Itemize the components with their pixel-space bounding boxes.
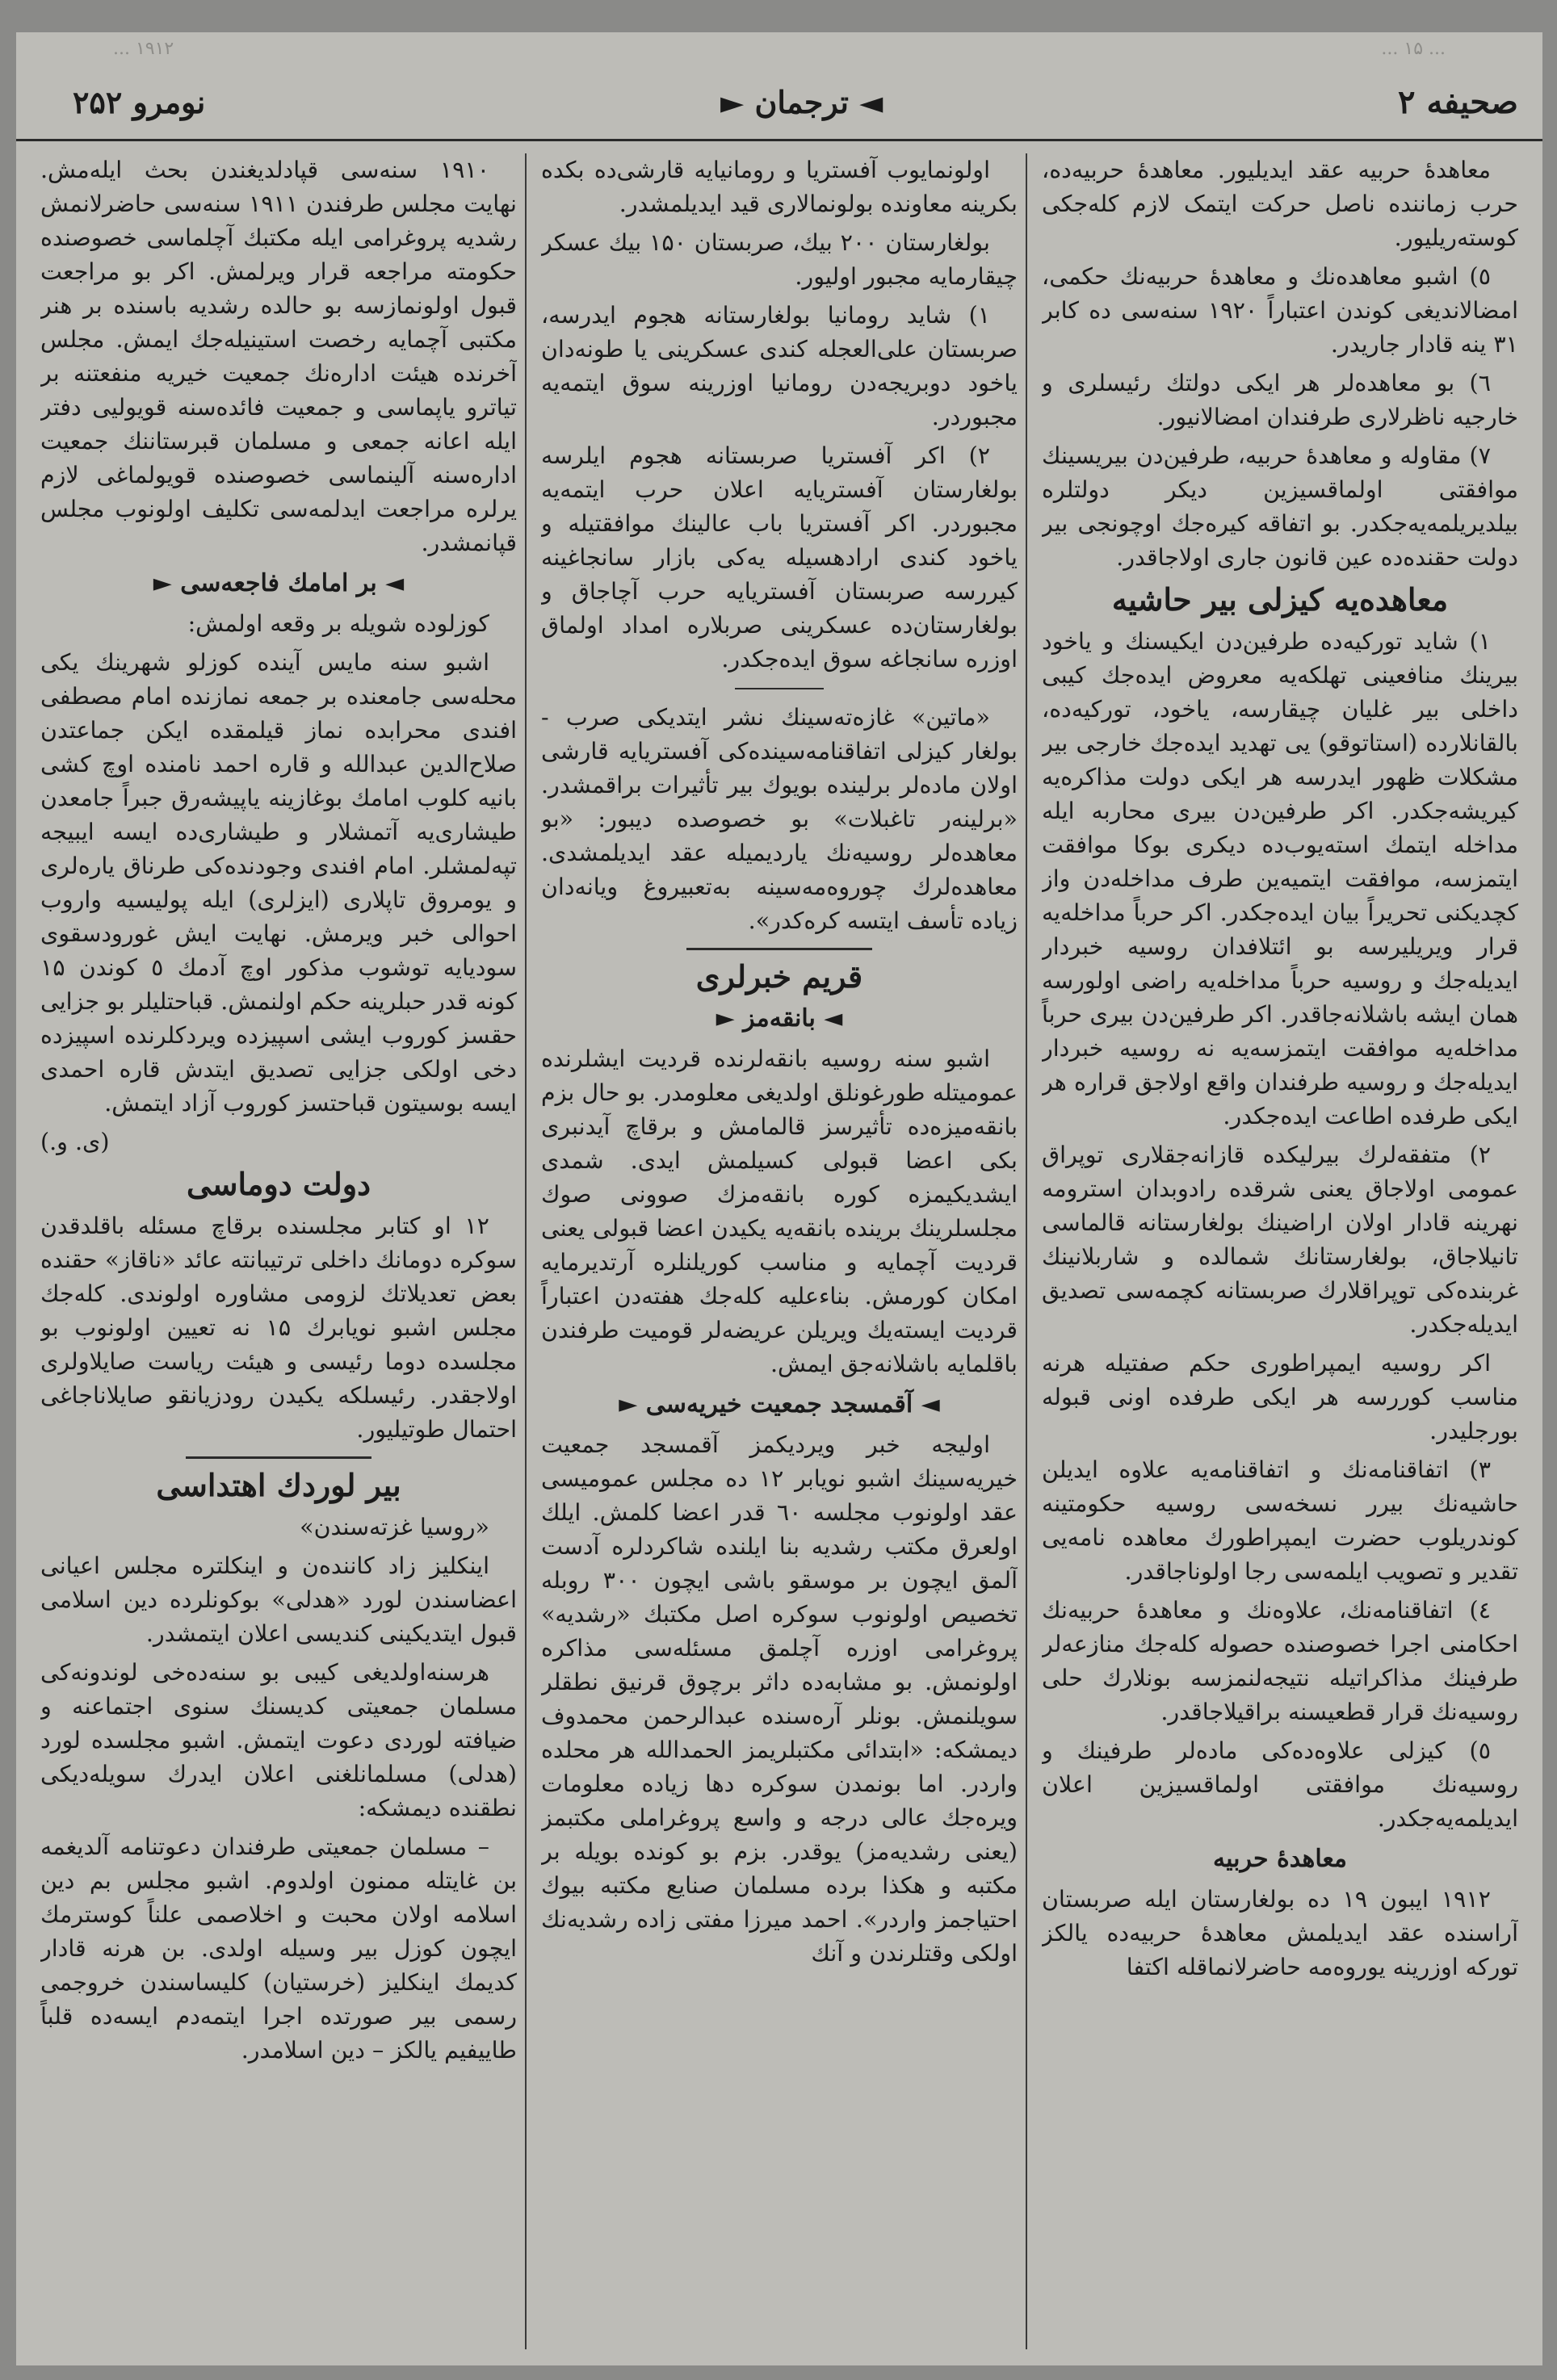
paragraph: ٥) اشبو معاهده‌نك و معاهدهٔ حربیه‌نك حکمی، امضالاندیغی کوندن اعتباراً ۱۹۲۰ سنه‌سی ده کابر ۳۱ ینه قادار جاریدر. xyxy=(1042,263,1518,358)
paragraph: ٦) بو معاهده‌لر هر ایکی دولتك رئیسلری و خارجیه ناظرلاری طرفندان امضالانیور. xyxy=(1042,370,1518,430)
source-note: «روسیا غزته‌سندن» xyxy=(300,1514,489,1540)
newspaper-title: ◄ ترجمان ► xyxy=(720,83,883,120)
paragraph: هرسنه‌اولدیغی کیبی بو سنه‌ده‌خی لوندونه‌کی مسلمان جمعیتی کدیسنك سنوی اجتماعنه و ضیافته لوردی دعوت ایتمش. اشبو مجلسده لورد (هدلی) مسلمانلغنی اعلان ایدرك سویله‌دیکی نطقنده دیمشکه: xyxy=(40,1659,517,1821)
divider xyxy=(186,1456,371,1459)
divider xyxy=(686,948,872,950)
column-rule-left xyxy=(525,153,527,2349)
paragraph: اولونمایوب آفستریا و رومانیایه قارشی‌ده بکده بکرینه معاونده بولونمالاری قید ایدیلمشدر. xyxy=(541,157,1018,217)
section-heading: معاهده‌یه کیزلی بیر حاشیه xyxy=(1111,581,1449,618)
paragraph: ۱۹۱۰ سنه‌سی قپادلدیغندن بحث ایله‌مش. نهایت مجلس طرفندن ۱۹۱۱ سنه‌سی حاضرلانمش رشدیه پروغرامی ایله مکتبك آچلماسی خصوصنده حکومته مراجعه قرار ویرلمش. اکر بو مراجعت قبول اولونمازسه بو حالده رشدیه باسنده بر هنر مکتبی آچمایه رخصت استینیله‌جك ایمش. مجلس آخرنده هیئت اداره‌نك جمعیت خیریه منفعتنه بر تیاترو یاپماسی و جمعیت فائده‌سنه قویولیی دفتر ایله اعانه جمعی و مسلمان قبرستاننك جمعیت اداره‌سنه آلینماسی خصوصنده قویولماغی لازم یرلره مراجعت ایدلمه‌سی تکلیف اولونوب مجلس قپانمشدر. xyxy=(40,157,517,556)
section-heading: بیر لوردك اهتداسی xyxy=(156,1467,401,1503)
section-heading: معاهدهٔ حربیه xyxy=(1213,1845,1347,1873)
divider xyxy=(735,688,824,689)
subsection-heading: ◄ بانقه‌مز ► xyxy=(716,1004,843,1033)
paragraph: ۱) شاید رومانیا بولغارستانه هجوم ایدرسه، صربستان علی‌العجله کندی عسکرینی یا طونه‌دان یاخود دوبریجه‌دن رومانیا اوزرینه سوق ایتمه‌یه مجبوردر. xyxy=(541,302,1018,430)
paragraph: اولیجه خبر ویردیکمز آقمسجد جمعیت خیریه‌سینك اشبو نویابر ۱۲ ده مجلس عمومیسی عقد اولونوب مجلسه ٦۰ قدر اعضا کلمش. ایلك اولعرق مکتب رشدیه بنا ایلنده شاکردلره آدست آلمق ایچون بر موسقو باشی ایچون ۳۰۰ روبله تخصیص اولونوب سوکره اصل مکتبك «رشدیه» پروغرامی اوزره آچلمق مسئله‌سی مذاکره اولونمش. بو مشابه‌ده داثر برچوق قرنیق نطقلر سویلنمش. بونلر آره‌سنده عبدالرحمن محمدوف دیمشکه: «ابتدائی مکتبلریمز الحمدالله هر محلده واردر. اما بونمدن سوکره دها زیاده معلومات ویره‌جك عالی درجه و واسع پروغراملی مکتبمز (یعنی رشدیه‌مز) یوقدر. بزم بو کونده بویله بر مکتبه و هکذا برده مسلمان صنایع مکتبه بیوك احتیاجمز واردر». احمد میرزا مفتی زاده رشدیه‌نك اولکی وقتلرندن و آنك xyxy=(541,1431,1018,1967)
paragraph: ۱۹۱۲ ایبون ۱۹ ده بولغارستان ایله صربستان آراسنده عقد ایدیلمش معاهدهٔ حربیه‌ده یالکز تورکه اوزرینه یوروه‌مه حاضرلانماقله اکتفا xyxy=(1042,1886,1518,1980)
subsection-heading: ◄ بر امامك فاجعه‌سی ► xyxy=(153,569,405,597)
header-faint-text-left: ۱۹۱۲ ... xyxy=(113,39,174,59)
subsection-heading: ◄ آقمسجد جمعیت خیریه‌سی ► xyxy=(619,1390,940,1418)
paragraph: کوزلوده شویله بر وقعه اولمش: xyxy=(187,610,489,637)
header-faint-text-right: ... ۱۵ ... xyxy=(1381,39,1446,59)
column-left xyxy=(40,153,517,2333)
page-number: صحیفه ۲ xyxy=(1398,82,1518,121)
column-rule-right xyxy=(1026,153,1027,2349)
paragraph: معاهدهٔ حربیه عقد ایدیلیور. معاهدهٔ حربیه‌ده، حرب زماننده ناصل حرکت ایتمک لازم کله‌جکی کوسته‌ریلیور. xyxy=(1042,157,1518,251)
newspaper-page xyxy=(16,32,1542,2365)
paragraph: اشبو سنه مایس آینده کوزلو شهرینك یکی محله‌سی جامعنده بر جمعه نمازنده امام مصطفی افندی محرابده نماز قیلمقده ایکن جماعتدن صلاح‌الدین عبدالله و قاره احمد نامنده اوچ کشی بانیه کلوب امامك بوغازینه یاپیشه‌رق جبراً جامعدن طیشاری‌یه آتمشلار و طیشاری‌ده ایسه ایبیجه تپه‌لمشلر. امام افندی وجودنده‌کی طرناق یاره‌لری و یومروق تاپلاری (ایزلری) ایله پولیسیه واروب احوالی خبر ویرمش. نهایت ایش غورودسقوی سودیایه توشوب مذکور اوچ آدمك ٥ کوندن ۱۵ کونه قدر حبلرینه حکم اولنمش. قباحتلیلر بو جزایی حقسز کوروب ایشی اسپیزده ویردکلرنده اسپیزده دخی اولکی جزایی تصدیق ایتدش قاره احمدی ایسه بوسیتون قباحتسز کوروب آزاد ایتمش. xyxy=(40,649,517,1117)
column-right xyxy=(1042,153,1518,2333)
section-heading: دولت دوماسی xyxy=(186,1166,371,1202)
paragraph: ٤) اتفاقنامه‌نك، علاوه‌نك و معاهدهٔ حربیه‌نك احکامنی اجرا خصوصنده حصوله کله‌جك منازعه‌لر طرفینك مذاکراتیله نتیجه‌لنمزسه بونلارك حلی روسیه‌نك قرار قطعیسنه براقیلاجاقدر. xyxy=(1042,1597,1518,1725)
section-heading: قریم خبرلری xyxy=(695,958,863,995)
paragraph: ۳) اتفاقنامه‌نك و اتفاقنامه‌یه علاوه ایدیلن حاشیه‌نك بیرر نسخه‌سی روسیه حکومتینه کوندریلوب حضرت ایمپراطورك معاهده نامه‌یی تقدیر و تصویب ایلمه‌سی رجا اولوناجاقدر. xyxy=(1042,1456,1518,1585)
paragraph: اکر روسیه ایمپراطوری حکم صفتیله هرنه مناسب کوررسه هر ایکی طرفده اونی قبوله بورجلیدر. xyxy=(1042,1350,1518,1444)
paragraph: ۲) متفقه‌لرك بیرلیکده قازانه‌جقلاری توپراق عمومی اولاجاق یعنی شرقده رادوبدان استرومه نهرینه قادار اولان اراضینك بولغارستانه قالماسی تانیلاجاق، بولغارستانك شمالده و شاربلانینك غربنده‌کی توپراقلارك صربستانه کچمه‌سی تصدیق ایدیله‌جکدر. xyxy=(1042,1142,1518,1338)
paragraph: ۲) اکر آفستریا صربستانه هجوم ایلرسه بولغارستان آفستریایه اعلان حرب ایتمه‌یه مجبوردر. اکر آفستریا باب عالینك موافقتیله و یاخود کندی ارادهسیله یه‌کی بازار سانجاغینه کیررسه صربستان آفستریایه حرب آچاجاق و بولغارستان‌ده عسکرینی صربلاره امداد اولماق اوزره سانجاغه سوق ایده‌جکدر. xyxy=(541,442,1018,673)
paragraph: ۱) شاید تورکیه‌ده طرفین‌دن ایکیسنك و یاخود بیرینك منافعینی تهلکه‌یه معروض ایده‌جك کیبی داخلی بیر غلیان چیقارسه، یاخود، تورکیه‌ده، بالقانلارده (استاتوقو) یی تهدید ایده‌جك خارجی بیر مشکلات ظهور ایدرسه هر ایکی دولت مذاکره‌یه کیریشه‌جکدر. اکر طرفین‌دن بیری محاربه ایله مداخله ایتمك استه‌یوب‌ده دیکری بوکا موافقت ایتمزسه، موافقت ایتمیه‌ین طرف مداخله‌دن واز کچدیکنی تحریراً بیان ایده‌جکدر. اکر حرباً مداخله‌یه قرار ویریلیرسه بو ائتلافدان روسیه خبردار ایدیله‌جك و روسیه حرباً مداخله‌یه راضی اولورسه همان ایشه باشلانه‌جاقدر. اکر طرفین‌دن بیری حرباً مداخله‌یه موافقت ایتمزسه‌یه نه روسیه خبردار ایدیله‌جك و روسیه طرفندان واقع اولاجق قراره هر ایکی طرفده اطاعت ایده‌جکدر. xyxy=(1042,628,1518,1129)
issue-number: نومرو ۲۵۲ xyxy=(73,83,206,120)
paragraph: بولغارستان ۲۰۰ بیك، صربستان ۱۵۰ بیك عسکر چیقارمایه مجبور اولیور. xyxy=(541,229,1018,290)
paragraph: ۱۲ او کتابر مجلسنده برقاچ مسئله باقلدقدن سوکره دومانك داخلی ترتیبانته عائد «ناقاز» حقنده بعض تعدیلاتك لزومی مشاوره اولوندی. کله‌جك مجلس اشبو نویابرك ۱۵ نه تعیین اولونوب بو مجلسده دوما رئیسی و هیئت ریاست صایلاولری اولاجقدر. رئیسلکه یکیدن رودزیانقو صایلاناجاغی احتمال طوتیلیور. xyxy=(40,1213,517,1443)
paragraph: اینکلیز زاد کاننده‌ن و اینکلتره مجلس اعیانی اعضاسندن لورد «هدلی» بوکونلرده دین اسلامی قبول ایتدیکینی کندیسی اعلان ایتمشدر. xyxy=(40,1552,517,1647)
masthead xyxy=(16,65,1542,141)
paragraph: «ماتین» غازه‌ته‌سینك نشر ایتدیکی صرب - بولغار کیزلی اتفاقنامه‌سینده‌کی آفستریایه قارشی اولان ماده‌لر برلینده بویوك بیر تأثیرات براقمشدر. «برلینه‌ر تاغبلات» بو خصوصده دیبور: «بو معاهده‌لر روسیه‌نك یاردیمیله عقد ایدیلمشدی. معاهده‌لرك چوروه‌مه‌سینه به‌تعبیروغ ویانه‌دان زیاده تأسف ایتسه کره‌کدر». xyxy=(541,704,1018,934)
paragraph: ۷) مقاوله و معاهدهٔ حربیه، طرفین‌دن بیریسینك موافقتی اولماقسیزین دیکر دولتلره بیلدیریلمه‌یه‌جکدر. بو اتفاقه کیره‌جك اوچونجی بیر دولت حقنده‌ده عین قانون جاری اولاجاقدر. xyxy=(1042,442,1518,571)
column-middle xyxy=(541,153,1018,2333)
paragraph: ٥) کیزلی علاوه‌ده‌کی ماده‌لر طرفینك و روسیه‌نك موافقتی اولماقسیزین اعلان ایدیلمه‌یه‌جکدر. xyxy=(1042,1737,1518,1832)
paragraph: – مسلمان جمعیتی طرفندان دعوتنامه آلدیغمه بن غایتله ممنون اولدوم. اشبو مجلس بم دین اسلامه اولان محبت و اخلاصمی علناً کوسترمك ایچون کوزل بیر وسیله اولدی. بن هرنه قادار کدیمك اینکلیز (خرستیان) کلیساسندن خروجمی رسمی بیر صورتده اجرا ایتمه‌دم ایسه‌ده قلباً طاییفیم یالکز – دین اسلامدر. xyxy=(40,1833,517,2064)
paragraph: اشبو سنه روسیه بانقه‌لرنده قردیت ایشلرنده عمومیتله طورغونلق اولدیغی معلومدر. بو حال بزم بانقه‌میزه‌ده تأثیرسز قالمامش و برقاچ آیدنبری بکی اعضا قبولی کسیلمش ایدی. شمدی ایشدیکیمزه کوره بانقه‌مزك صوونی صوك مجلسلرینك برینده بانقه‌یه یکیدن اعضا قبولی یعنی قردیت آچمایه و مناسب کوریلنلره آرتدیرمایه امکان کورمش. بناءعلیه کله‌جك هفته‌دن اعتباراً قردیت ایسته‌یك ویریلن عریضه‌لر قومیت طرفندن باقلمایه باشلانه‌جق ایمش. xyxy=(541,1045,1018,1377)
signature: (ی. و.) xyxy=(40,1129,110,1155)
